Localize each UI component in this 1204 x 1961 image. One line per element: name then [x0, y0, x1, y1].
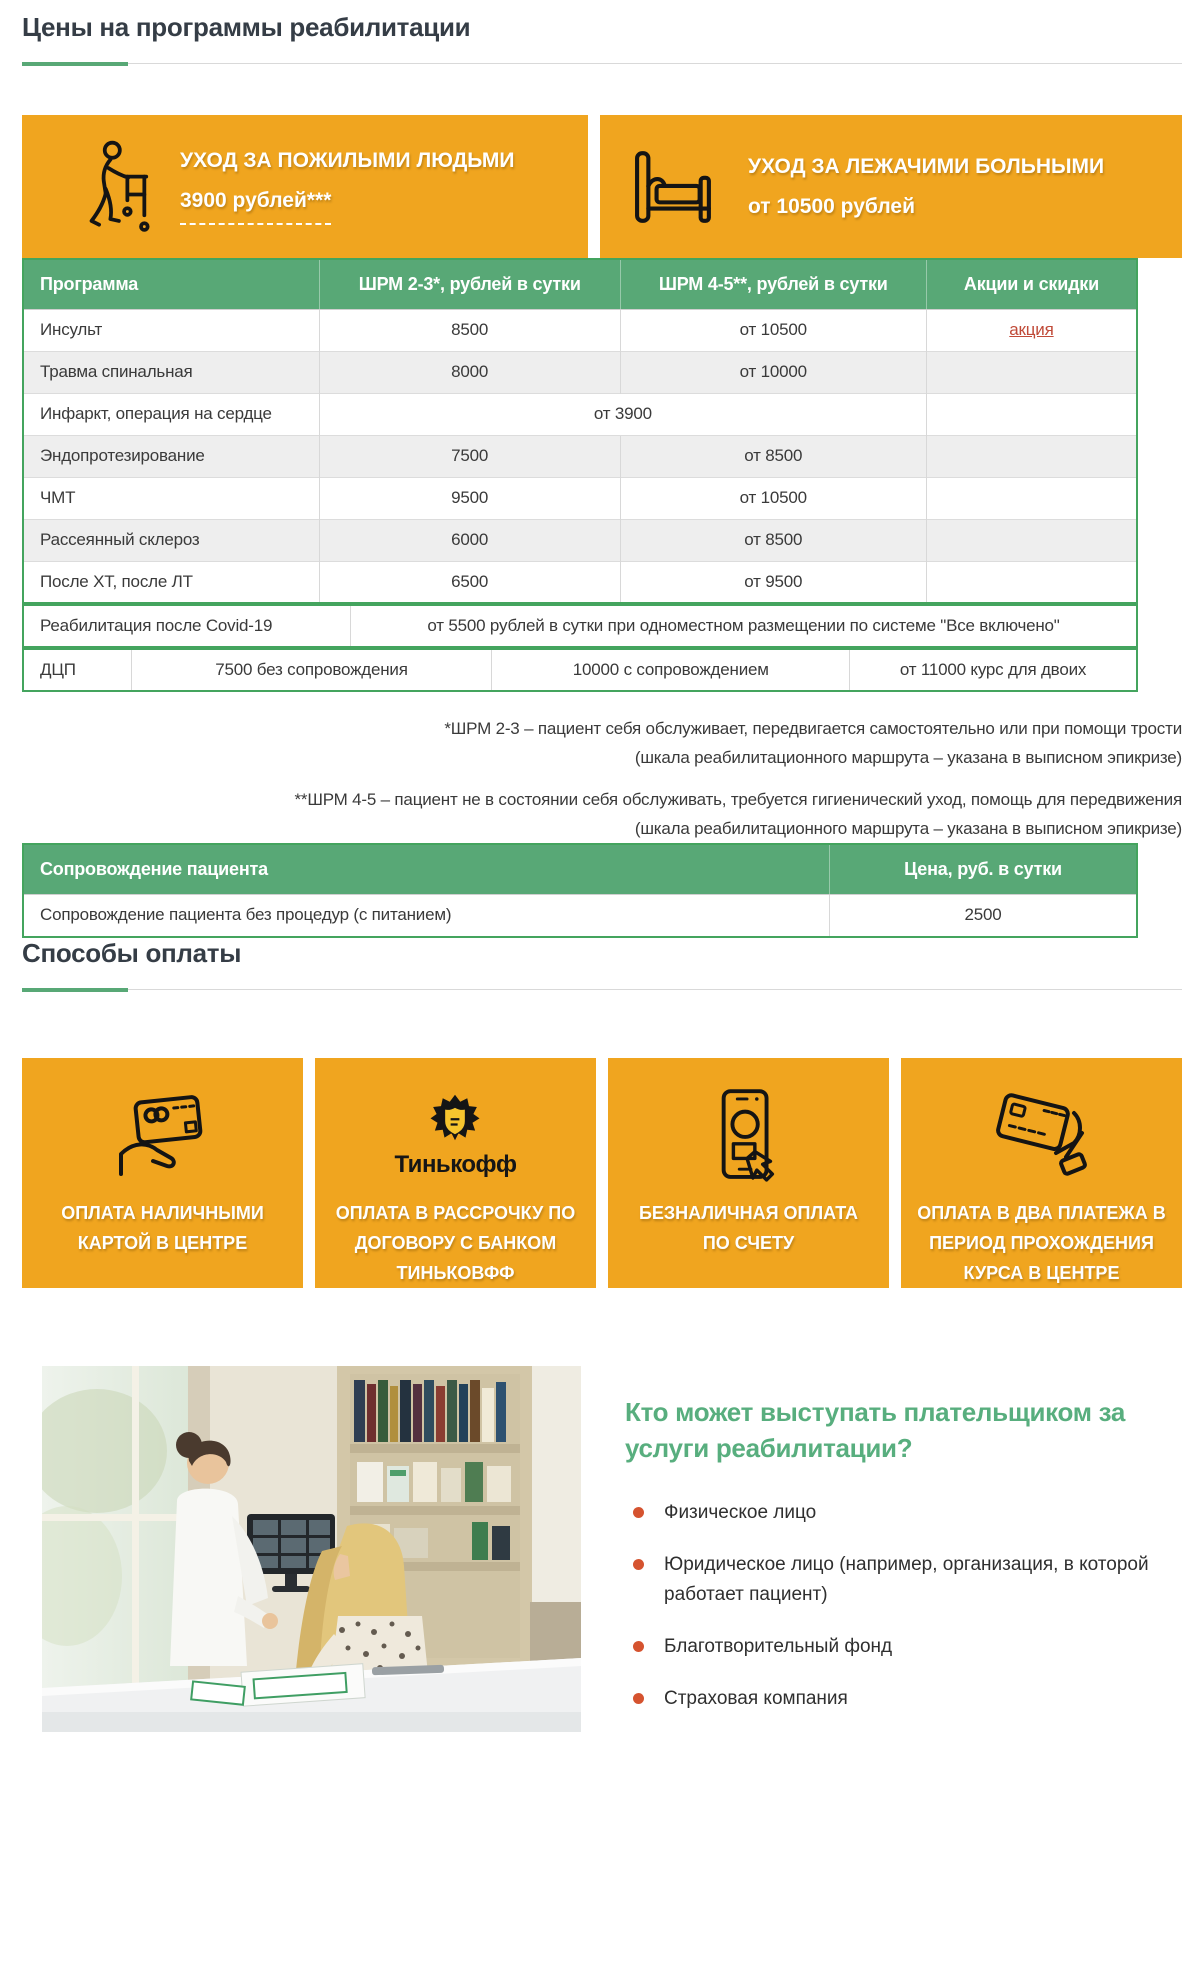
walker-icon: [84, 138, 150, 236]
payment-card-tinkoff-label: ОПЛАТА В РАССРОЧКУ ПО ДОГОВОРУ С БАНКОМ ТИНЬКОВФФ: [335, 1203, 576, 1283]
pricing-row: [23, 309, 1137, 351]
payment-card-tinkoff: [315, 1058, 596, 1288]
escort-service-cell: Сопровождение пациента без процедур (с питанием): [23, 894, 830, 937]
shrm45-price-cell: от 10500: [620, 477, 926, 519]
dcp-no-escort-cell: 7500 без сопровождения: [131, 649, 492, 691]
payers-column: [625, 1366, 1165, 1736]
payer-item: [625, 1632, 1165, 1662]
banner-bedridden-price: от 10500 рублей: [748, 194, 915, 218]
pricing-row: [23, 519, 1137, 561]
col-header-promo: Акции и скидки: [926, 259, 1137, 309]
footnote-shrm45-line1: **ШРМ 4-5 – пациент не в состоянии себя обслуживать, требуется гигиенический уход, помощь для передвижения: [294, 790, 1182, 809]
shrm45-price-cell: от 8500: [620, 519, 926, 561]
promo-cell: [926, 519, 1137, 561]
escort-header-label: Сопровождение пациента: [23, 844, 830, 894]
payer-item-label: Страховая компания: [664, 1688, 848, 1709]
shrm23-price-cell: 8000: [319, 351, 620, 393]
footnote-shrm23: [22, 714, 1182, 772]
covid-value-cell: от 5500 рублей в сутки при одноместном размещении по системе "Все включено": [351, 605, 1137, 647]
promo-cell: [926, 309, 1137, 351]
escort-header-row: [23, 844, 1137, 894]
payment-cards: [22, 1058, 1182, 1288]
program-cell: ЧМТ: [23, 477, 319, 519]
dcp-two-person-cell: от 11000 курс для двоих: [850, 649, 1137, 691]
bullet-icon: [633, 1693, 644, 1704]
footnote-shrm45: [22, 785, 1182, 843]
banner-bedridden-text: [748, 154, 1104, 220]
payers-heading: Кто может выступать плательщиком за услуги реабилитации?: [625, 1397, 1126, 1463]
pricing-row: [23, 393, 1137, 435]
care-banners: [22, 115, 1182, 258]
payer-item: [625, 1498, 1165, 1528]
tinkoff-logo: [394, 1084, 516, 1188]
bullet-icon: [633, 1507, 644, 1518]
promo-cell: [926, 393, 1137, 435]
dcp-row: [23, 649, 1137, 691]
dcp-label-cell: ДЦП: [23, 649, 131, 691]
promo-cell: [926, 351, 1137, 393]
shrm23-price-cell: 7500: [319, 435, 620, 477]
title-rule: [22, 62, 1182, 66]
shrm45-price-cell: от 10000: [620, 351, 926, 393]
banner-bedridden-title: УХОД ЗА ЛЕЖАЧИМИ БОЛЬНЫМИ: [748, 154, 1105, 178]
merged-price-cell: от 3900: [319, 393, 926, 435]
card-in-hand-icon: [115, 1084, 211, 1188]
payer-item-label: Физическое лицо: [664, 1502, 817, 1523]
payment-rule: [22, 988, 1182, 992]
payer-item-label: Юридическое лицо (например, организация, в которой работает пациент): [664, 1554, 1149, 1605]
col-header-shrm23: ШРМ 2-3*, рублей в сутки: [319, 259, 620, 309]
promo-link[interactable]: акция: [1009, 320, 1054, 339]
clinic-photo: [42, 1366, 581, 1732]
escort-row: [23, 894, 1137, 937]
col-header-program: Программа: [23, 259, 319, 309]
tinkoff-wordmark: Тинькофф: [394, 1151, 517, 1178]
payment-card-invoice-label: БЕЗНАЛИЧНАЯ ОПЛАТА ПО СЧЕТУ: [638, 1203, 859, 1253]
promo-cell: [926, 561, 1137, 603]
shrm23-price-cell: 8500: [319, 309, 620, 351]
pricing-table: [22, 258, 1138, 604]
program-cell: Инфаркт, операция на сердце: [23, 393, 319, 435]
shrm45-price-cell: от 10500: [620, 309, 926, 351]
program-cell: После ХТ, после ЛТ: [23, 561, 319, 603]
promo-cell: [926, 435, 1137, 477]
footnote-shrm23-line1: *ШРМ 2-3 – пациент себя обслуживает, передвигается самостоятельно или при помощи трости: [444, 719, 1182, 738]
covid-row: [23, 605, 1137, 647]
payment-card-cash: [22, 1058, 303, 1288]
bullet-icon: [633, 1559, 644, 1570]
bullet-icon: [633, 1641, 644, 1652]
payment-card-invoice: [608, 1058, 889, 1288]
payers-section: [42, 1366, 1204, 1736]
program-cell: Инсульт: [23, 309, 319, 351]
footnotes: [22, 714, 1182, 843]
payment-card-cash-label: ОПЛАТА НАЛИЧНЫМИ КАРТОЙ В ЦЕНТРЕ: [61, 1203, 264, 1253]
program-cell: Эндопротезирование: [23, 435, 319, 477]
escort-price-cell: 2500: [830, 894, 1137, 937]
card-installment-icon: [992, 1084, 1092, 1188]
shrm45-price-cell: от 8500: [620, 435, 926, 477]
shrm45-price-cell: от 9500: [620, 561, 926, 603]
escort-header-price: Цена, руб. в сутки: [830, 844, 1137, 894]
pricing-row: [23, 477, 1137, 519]
payment-card-two-payments-label: ОПЛАТА В ДВА ПЛАТЕЖА В ПЕРИОД ПРОХОЖДЕНИЯ КУРСА В ЦЕНТРЕ: [917, 1203, 1166, 1283]
payment-card-two-payments: [901, 1058, 1182, 1288]
program-cell: Рассеянный склероз: [23, 519, 319, 561]
dcp-with-escort-cell: 10000 с сопровождением: [492, 649, 850, 691]
shrm23-price-cell: 9500: [319, 477, 620, 519]
phone-payment-icon: [710, 1084, 788, 1188]
program-cell: Травма спинальная: [23, 351, 319, 393]
banner-elderly-title: УХОД ЗА ПОЖИЛЫМИ ЛЮДЬМИ: [180, 149, 515, 172]
pricing-row: [23, 351, 1137, 393]
covid-label-cell: Реабилитация после Covid-19: [23, 605, 351, 647]
shrm23-price-cell: 6500: [319, 561, 620, 603]
pricing-row: [23, 561, 1137, 603]
payer-item: [625, 1684, 1165, 1714]
payer-item: [625, 1550, 1165, 1610]
footnote-shrm23-line2: (шкала реабилитационного маршрута – указана в выписном эпикризе): [634, 748, 1182, 767]
col-header-shrm45: ШРМ 4-5**, рублей в сутки: [620, 259, 926, 309]
pricing-header-row: [23, 259, 1137, 309]
banner-elderly-care: [22, 115, 588, 258]
payer-item-label: Благотворительный фонд: [664, 1636, 893, 1657]
banner-bedridden-care: [600, 115, 1182, 258]
payment-section-title: Способы оплаты: [22, 938, 242, 968]
hospital-bed-icon: [630, 147, 718, 227]
shrm23-price-cell: 6000: [319, 519, 620, 561]
pricing-row: [23, 435, 1137, 477]
escort-table: [22, 843, 1138, 938]
dcp-table: [22, 648, 1138, 692]
footnote-shrm45-line2: (шкала реабилитационного маршрута – указана в выписном эпикризе): [634, 819, 1182, 838]
banner-elderly-price[interactable]: 3900 рублей***: [180, 188, 331, 225]
payers-list: [625, 1498, 1165, 1714]
page-title: Цены на программы реабилитации: [22, 12, 471, 42]
banner-elderly-text: [180, 148, 514, 225]
covid-table: [22, 604, 1138, 648]
promo-cell: [926, 477, 1137, 519]
